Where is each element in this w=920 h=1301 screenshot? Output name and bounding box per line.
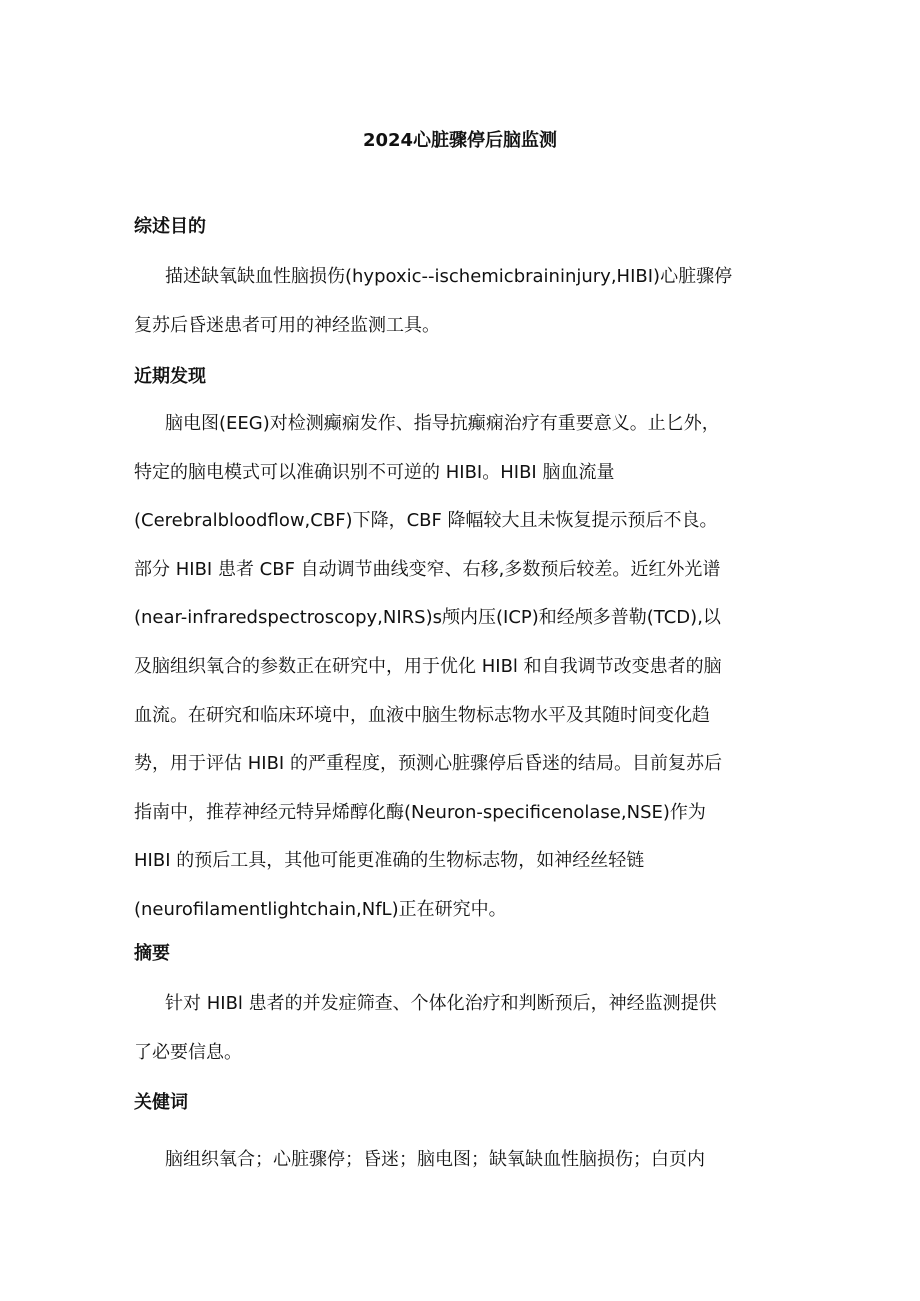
section-heading-purpose: 综述目的 <box>134 216 206 237</box>
document-title: 2024心脏骤停后脑监测 <box>362 130 558 151</box>
section-body-abstract <box>134 980 794 1077</box>
text-line: (neurofilamentlightchain,NfL)正在研究中。 <box>134 898 507 920</box>
section-body-purpose <box>134 253 794 350</box>
text-line: 指南中，推荐神经元特异烯醇化酶(Neuron-specificenolase,NSE)作为 <box>134 801 706 823</box>
section-body-keywords <box>134 1136 794 1185</box>
text-line: 特定的脑电模式可以准确识别不可逆的 HIBI。HIBI 脑血流量 <box>134 461 615 483</box>
text-line: 部分 HIBI 患者 CBF 自动调节曲线变窄、右移,多数预后较差。近红外光谱 <box>134 558 721 580</box>
text-line: 脑电图(EEG)对检测癫痫发作、指导抗癫痫治疗有重要意义。止匕外， <box>165 413 720 434</box>
text-line: 脑组织氧合；心脏骤停；昏迷；脑电图；缺氧缺血性脑损伤；白页内 <box>165 1149 705 1170</box>
section-body-findings <box>134 400 794 935</box>
section-heading-abstract: 摘要 <box>134 943 170 964</box>
text-line: 针对 HIBl 患者的并发症筛查、个体化治疗和判断预后，神经监测提供 <box>165 993 717 1014</box>
text-line: (near-infraredspectroscopy,NIRS)s颅内压(ICP)和经颅多普勒(TCD),以 <box>134 607 721 629</box>
text-line: 复苏后昏迷患者可用的神经监测工具。 <box>134 314 440 336</box>
text-line: 了必要信息。 <box>134 1041 242 1063</box>
section-heading-keywords: 关健词 <box>134 1092 188 1113</box>
text-line: 描述缺氧缺血性脑损伤(hypoxic--ischemicbraininjury,HIBI)心脏骤停 <box>165 266 733 287</box>
text-line: 势，用于评估 HIBI 的严重程度，预测心脏骤停后昏迷的结局。目前复苏后 <box>134 753 722 775</box>
text-line: 血流。在研究和临床环境中，血液中脑生物标志物水平及其随时间变化趋 <box>134 704 710 726</box>
text-line: HIBI 的预后工具，其他可能更准确的生物标志物，如神经丝轻链 <box>134 850 645 872</box>
section-heading-findings: 近期发现 <box>134 366 206 387</box>
text-line: 及脑组织氧合的参数正在研究中，用于优化 HIBl 和自我调节改变患者的脑 <box>134 655 722 677</box>
text-line: (Cerebralbloodflow,CBF)下降，CBF 降幅较大且未恢复提示预后不良。 <box>134 510 718 532</box>
